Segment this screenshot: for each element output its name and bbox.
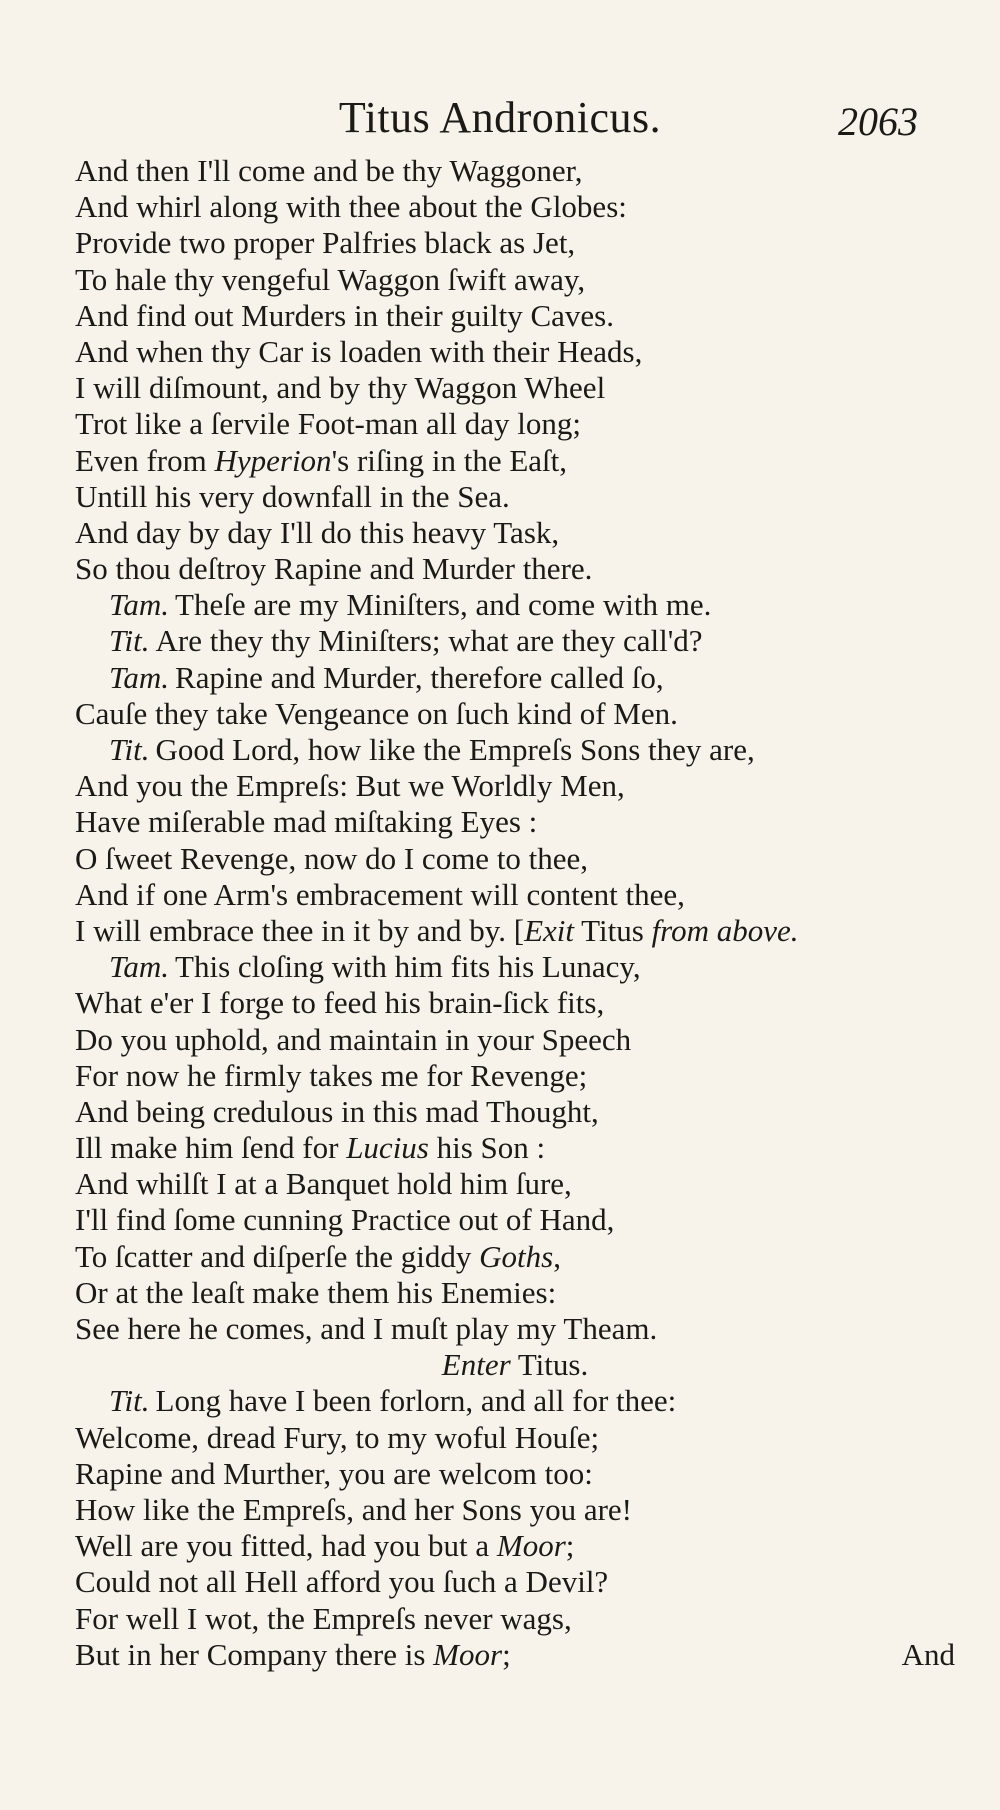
text-line [75, 1528, 955, 1564]
line-text: And whirl along with thee about the Globes: [75, 189, 627, 225]
text-line [75, 262, 955, 298]
text-line [75, 1347, 955, 1383]
speaker-prefix: Tit. [109, 732, 150, 767]
text-line [75, 515, 955, 551]
text-line [75, 443, 955, 479]
line-text: ; [565, 1528, 575, 1564]
line-text: Rapine and Murther, you are welcom too: [75, 1455, 593, 1491]
line-text: Theſe are my Miniſters, and come with me. [175, 587, 712, 623]
line-text: Are they thy Miniſters; what are they call'd? [155, 623, 703, 659]
line-text: I'll find ſome cunning Practice out of Hand, [75, 1202, 615, 1238]
line-text: To ſcatter and diſperſe the giddy [75, 1238, 480, 1274]
line-text: And you the Empreſs: But we Worldly Men, [75, 768, 625, 804]
text-line [75, 1637, 955, 1673]
text-line [75, 985, 955, 1021]
line-text: Titus [573, 912, 652, 948]
italic-name: Goths [479, 1238, 554, 1274]
text-line [75, 768, 955, 804]
text-line [75, 1456, 955, 1492]
line-text: Long have I been forlorn, and all for thee: [155, 1383, 677, 1419]
text-line [75, 1311, 955, 1347]
line-text: And when thy Car is loaden with their Heads, [75, 333, 643, 369]
verse-text-block [75, 153, 955, 1673]
italic-name: Hyperion [214, 442, 332, 478]
text-line [75, 189, 955, 225]
speaker-prefix: Tam. [109, 949, 170, 985]
text-line [75, 225, 955, 261]
italic-name: Exit [524, 912, 574, 948]
line-text: 's riſing in the Eaſt, [331, 442, 568, 478]
text-line [75, 1239, 955, 1275]
text-line [75, 1420, 955, 1456]
line-text: Good Lord, how like the Empreſs Sons they are, [155, 732, 755, 767]
italic-name: Moor [433, 1636, 503, 1672]
text-line [75, 1564, 955, 1600]
stage-direction-text: Titus. [510, 1347, 589, 1383]
speaker-prefix: Tam. [109, 659, 170, 695]
text-line [75, 587, 955, 623]
line-text: But in her Company there is [75, 1636, 434, 1672]
line-text: ; [502, 1636, 511, 1672]
line-text: Trot like a ſervile Foot-man all day long; [75, 406, 581, 442]
text-line [75, 153, 955, 189]
line-text: How like the Empreſs, and her Sons you are! [75, 1491, 633, 1527]
text-line [75, 949, 955, 985]
line-text: his Son : [428, 1130, 546, 1166]
line-text: Rapine and Murder, therefore called ſo, [175, 659, 664, 695]
text-line [75, 334, 955, 370]
text-line [75, 298, 955, 334]
text-line [75, 551, 955, 587]
line-text: See here he comes, and I muſt play my Theam. [75, 1311, 658, 1346]
text-line [75, 1202, 955, 1238]
line-text: To hale thy vengeful Waggon ſwift away, [75, 261, 586, 297]
text-line [75, 1383, 955, 1419]
text-line [75, 732, 955, 768]
line-text: , [553, 1238, 561, 1274]
line-text: So thou deſtroy Rapine and Murder there. [75, 551, 593, 587]
text-line [75, 804, 955, 840]
text-line [75, 479, 955, 515]
line-text: Ill make him ſend for [75, 1130, 347, 1166]
italic-name: Lucius [346, 1130, 429, 1166]
line-text: What e'er I forge to feed his brain-ſick fits, [75, 985, 605, 1021]
line-text: Provide two proper Palfries black as Jet, [75, 225, 576, 261]
speaker-prefix: Tit. [109, 1383, 150, 1419]
line-text: Welcome, dread Fury, to my woful Houſe; [75, 1419, 600, 1455]
stage-direction-italic: Enter [441, 1347, 511, 1383]
text-line [75, 1130, 955, 1166]
line-text: For now he firmly takes me for Revenge; [75, 1057, 588, 1093]
line-text: And then I'll come and be thy Waggoner, [75, 153, 583, 188]
line-text: O ſweet Revenge, now do I come to thee, [75, 840, 589, 876]
text-line [75, 1601, 955, 1637]
line-text: I will embrace thee in it by and by. [ [75, 912, 525, 948]
line-text: Have miſerable mad miſtaking Eyes : [75, 804, 538, 840]
line-text: Cauſe they take Vengeance on ſuch kind of Men. [75, 695, 678, 731]
text-line [75, 841, 955, 877]
line-text: And being credulous in this mad Thought, [75, 1093, 599, 1129]
text-line [75, 1022, 955, 1058]
text-line [75, 877, 955, 913]
stage-direction-italic: from above. [651, 912, 799, 948]
line-text: Could not all Hell afford you ſuch a Devil? [75, 1564, 609, 1600]
page-number: 2063 [838, 99, 918, 144]
line-text: Even from [75, 442, 215, 478]
line-text: I will diſmount, and by thy Waggon Wheel [75, 370, 606, 406]
speaker-prefix: Tam. [109, 587, 170, 623]
line-text: And whilſt I at a Banquet hold him ſure, [75, 1166, 572, 1202]
line-text: Well are you fitted, had you but a [75, 1528, 497, 1564]
text-line [75, 1166, 955, 1202]
text-line [75, 406, 955, 442]
text-line [75, 696, 955, 732]
line-text: Do you uphold, and maintain in your Speech [75, 1021, 632, 1057]
line-text: Untill his very downfall in the Sea. [75, 478, 510, 514]
text-line [75, 370, 955, 406]
italic-name: Moor [496, 1528, 566, 1564]
text-line [75, 1275, 955, 1311]
text-line [75, 913, 955, 949]
speaker-prefix: Tit. [109, 623, 150, 659]
text-line [75, 623, 955, 659]
line-text: And day by day I'll do this heavy Task, [75, 514, 560, 550]
line-text: For well I wot, the Empreſs never wags, [75, 1600, 572, 1636]
line-text: This cloſing with him fits his Lunacy, [175, 949, 641, 985]
text-line [75, 1094, 955, 1130]
text-line [75, 1058, 955, 1094]
text-line [75, 660, 955, 696]
line-text: And find out Murders in their guilty Caves. [75, 297, 614, 333]
text-line [75, 1492, 955, 1528]
running-title: Titus Andronicus. [338, 93, 662, 142]
line-text: And if one Arm's embracement will content thee, [75, 876, 685, 912]
line-text: Or at the leaſt make them his Enemies: [75, 1274, 557, 1310]
catchword: And [901, 1636, 955, 1672]
